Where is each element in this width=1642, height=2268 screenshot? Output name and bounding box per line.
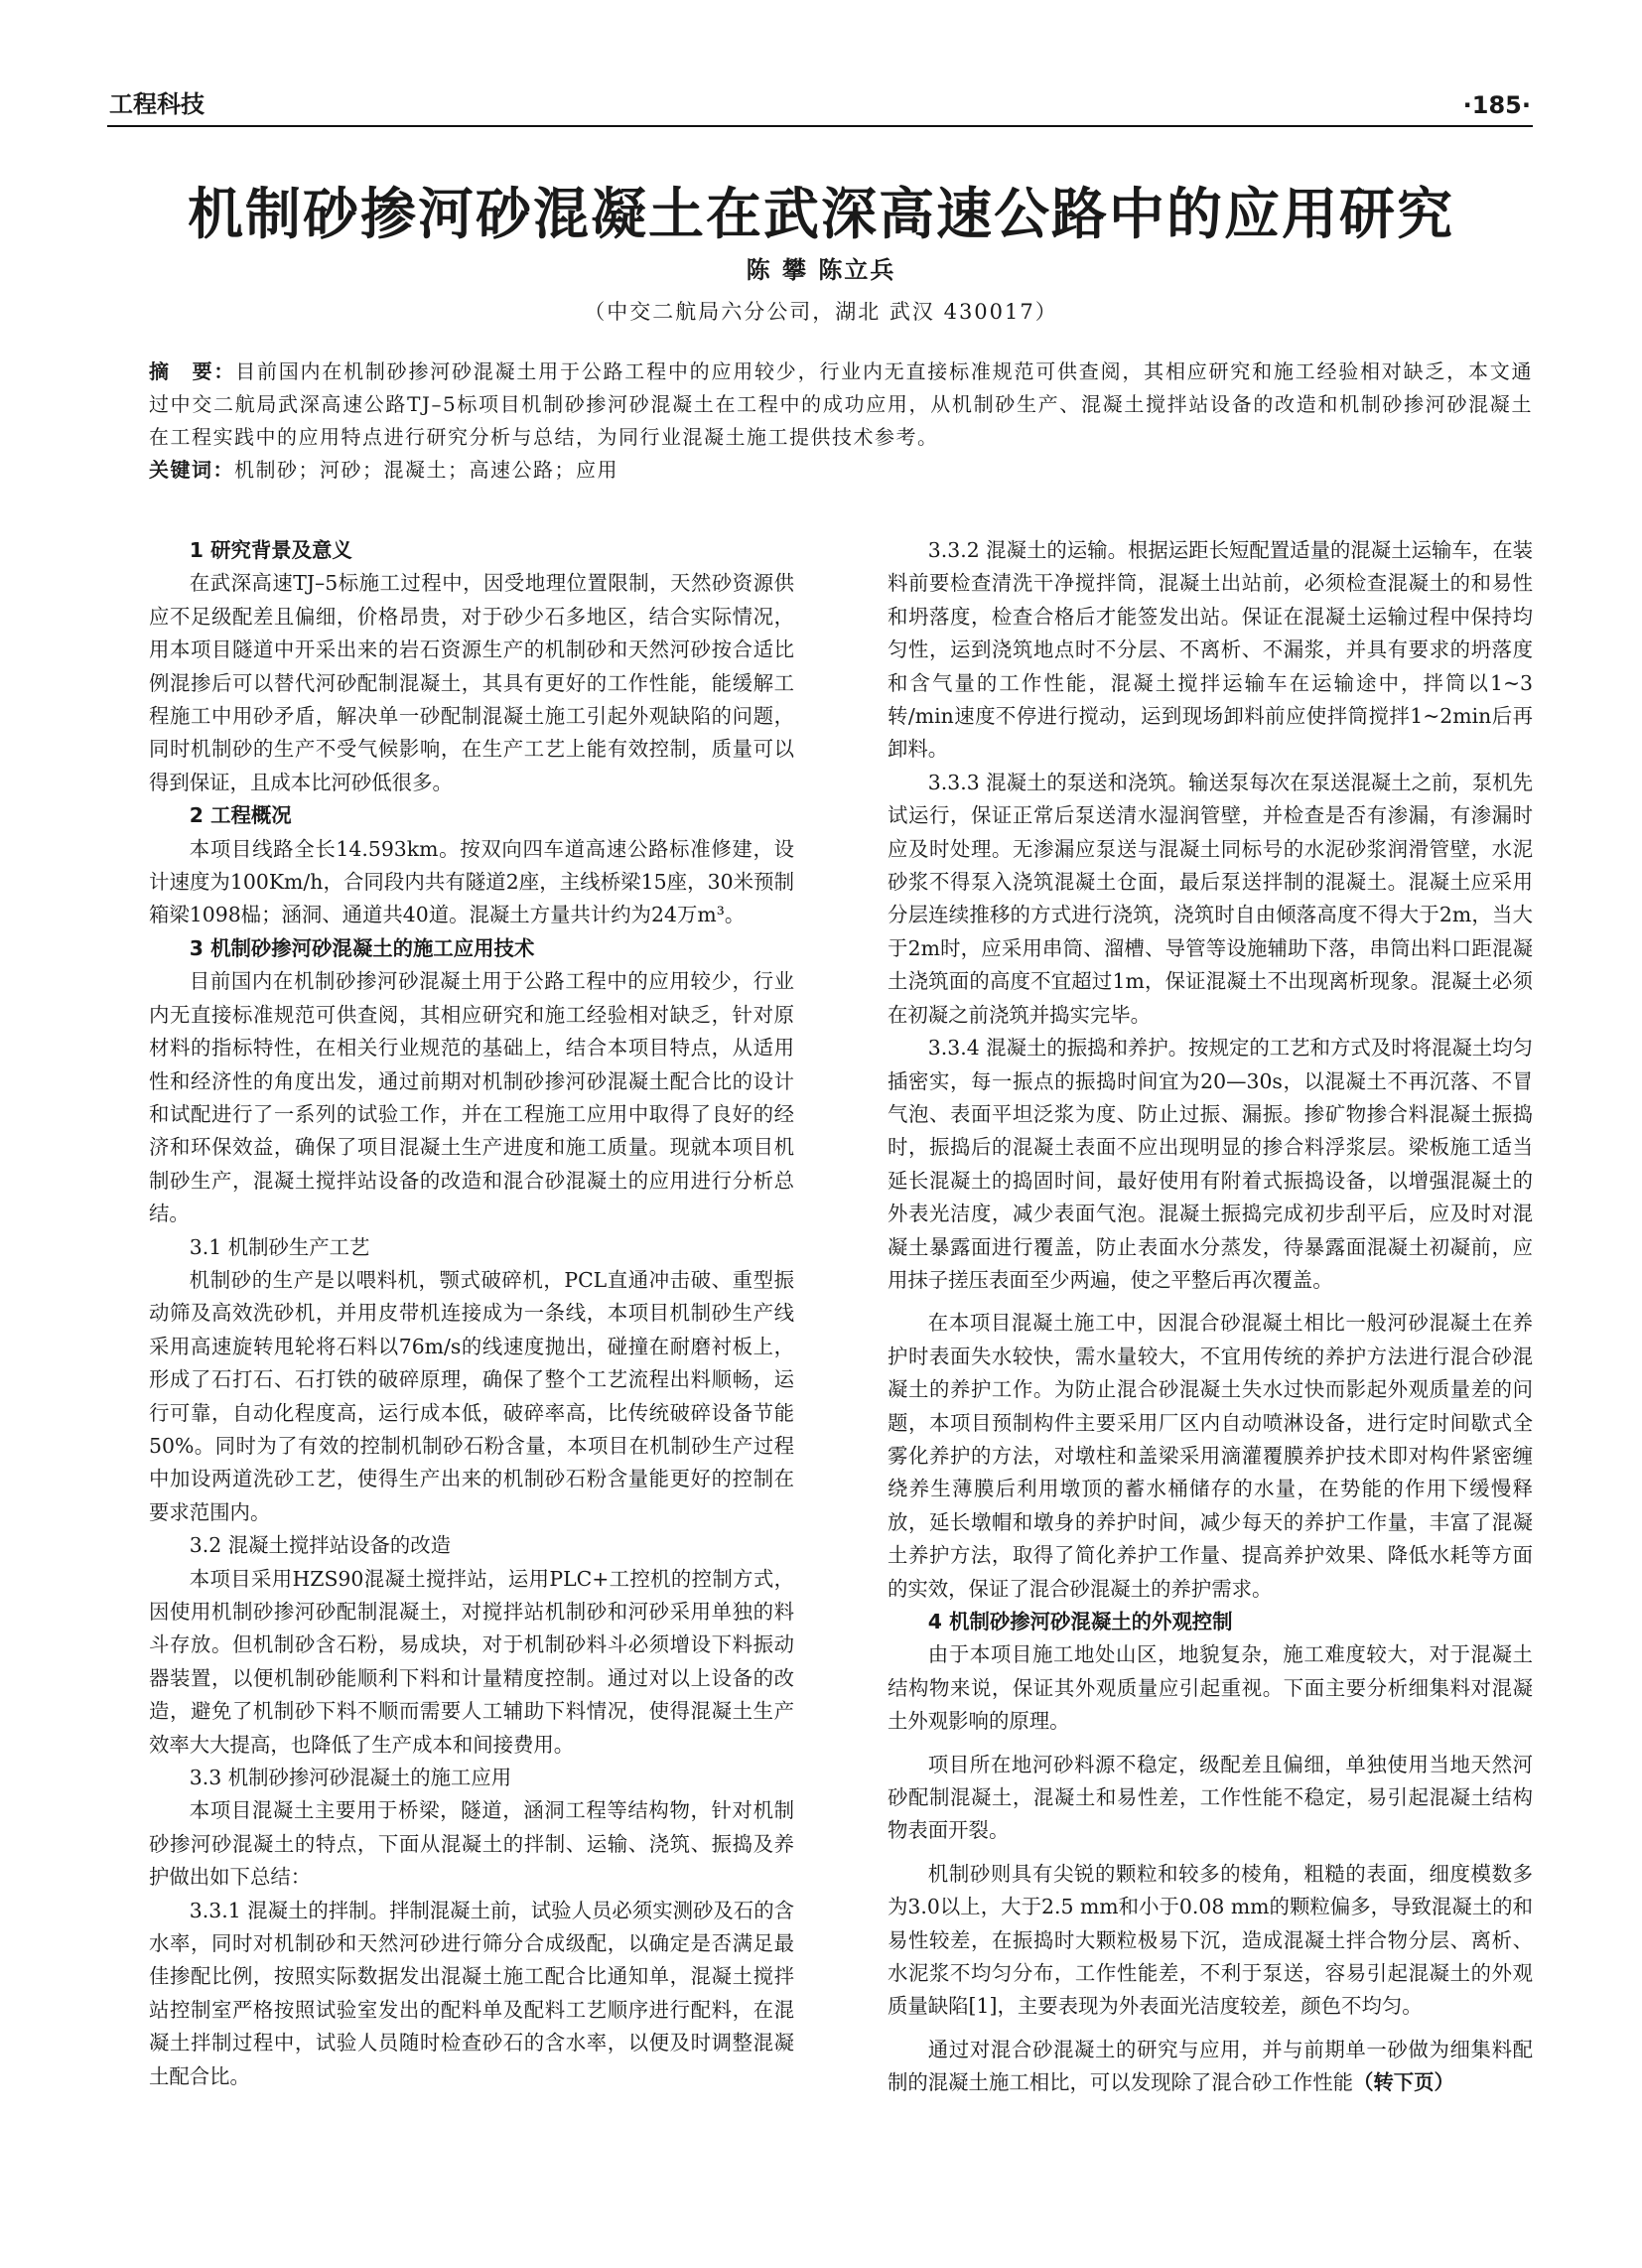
abstract-label: 摘 要： xyxy=(149,359,236,383)
running-header xyxy=(109,89,1531,119)
keywords-paragraph xyxy=(149,454,1533,487)
paragraph: 3.3.1 混凝土的拌制。拌制混凝土前，试验人员必须实测砂及石的含水率，同时对机制砂和天然河砂进行筛分合成级配，以确定是否满足最佳掺配比例，按照实际数据发出混凝土施工配合比通知单，混凝土搅拌站控制室严格按照试验室发出的配料单及配料工艺顺序进行配料，在混凝土拌制过程中，试验人员随时检查砂石的含水率，以便及时调整混凝土配合比。 xyxy=(149,1898,794,2088)
right-column xyxy=(888,534,1533,2212)
paragraph: 机制砂的生产是以喂料机，颚式破碎机，PCL直通冲击破、重型振动筛及高效洗砂机，并用皮带机连接成为一条线，本项目机制砂生产线采用高速旋转甩轮将石料以76m/s的线速度抛出，碰撞在耐磨衬板上，形成了石打石、石打铁的破碎原理，确保了整个工艺流程出料顺畅，运行可靠，自动化程度高，运行成本低，破碎率高，比传统破碎设备节能50%。同时为了有效的控制机制砂石粉含量，本项目在机制砂生产过程中加设两道洗砂工艺，使得生产出来的机制砂石粉含量能更好的控制在要求范围内。 xyxy=(149,1267,794,1524)
subsection-heading: 3.1 机制砂生产工艺 xyxy=(189,1234,370,1259)
paragraph: 本项目混凝土主要用于桥梁，隧道，涵洞工程等结构物，针对机制砂掺河砂混凝土的特点，下面从混凝土的拌制、运输、浇筑、振捣及养护做出如下总结： xyxy=(149,1798,794,1890)
page-number: ·185· xyxy=(1462,91,1531,119)
paragraph: 在武深高速TJ–5标施工过程中，因受地理位置限制，天然砂资源供应不足级配差且偏细，价格昂贵，对于砂少石多地区，结合实际情况，用本项目隧道中开采出来的岩石资源生产的机制砂和天然河砂按合适比例混掺后可以替代河砂配制混凝土，其具有更好的工作性能，能缓解工程施工中用砂矛盾，解决单一砂配制混凝土施工引起外观缺陷的问题，同时机制砂的生产不受气候影响，在生产工艺上能有效控制，质量可以得到保证，且成本比河砂低很多。 xyxy=(149,571,794,794)
abstract-block xyxy=(149,355,1533,487)
journal-name: 工程科技 xyxy=(109,90,205,118)
paragraph: 在本项目混凝土施工中，因混合砂混凝土相比一般河砂混凝土在养护时表面失水较快，需水量较大，不宜用传统的养护方法进行混合砂混凝土的养护工作。为防止混合砂混凝土失水过快而影起外观质量差的问题，本项目预制构件主要采用厂区内自动喷淋设备，进行定时间歇式全雾化养护的方法，对墩柱和盖梁采用滴灌覆膜养护技术即对构件紧密缠绕养生薄膜后利用墩顶的蓄水桶储存的水量，在势能的作用下缓慢释放，延长墩帽和墩身的养护时间，减少每天的养护工作量，丰富了混凝土养护方法，取得了简化养护工作量、提高养护效果、降低水耗等方面的实效，保证了混合砂混凝土的养护需求。 xyxy=(888,1311,1533,1601)
abstract-text: 目前国内在机制砂掺河砂混凝土用于公路工程中的应用较少，行业内无直接标准规范可供查阅，其相应研究和施工经验相对缺乏，本文通过中交二航局武深高速公路TJ–5标项目机制砂掺河砂混凝土在工程中的成功应用，从机制砂生产、混凝土搅拌站设备的改造和机制砂掺河砂混凝土在工程实践中的应用特点进行研究分析与总结，为同行业混凝土施工提供技术参考。 xyxy=(149,359,1534,449)
paragraph: 机制砂则具有尖锐的颗粒和较多的棱角，粗糙的表面，细度模数多为3.0以上，大于2.5 mm和小于0.08 mm的颗粒偏多，导致混凝土的和易性较差，在振捣时大颗粒极易下沉，造成混凝土拌合物分层、离析、水泥浆不均匀分布，工作性能差，不利于泵送，容易引起混凝土的外观质量缺陷[1]，主要表现为外表面光洁度较差，颜色不均匀。 xyxy=(888,1861,1533,2019)
paragraph: 本项目线路全长14.593km。按双向四车道高速公路标准修建，设计速度为100Km/h，合同段内共有隧道2座，主线桥梁15座，30米预制箱梁1098榀；涵洞、通道共40道。混凝土方量共计约为24万m³。 xyxy=(149,836,794,927)
article-title: 机制砂掺河砂混凝土在武深高速公路中的应用研究 xyxy=(188,182,1454,247)
body-columns xyxy=(149,534,1533,2212)
paragraph-gap xyxy=(888,1739,1533,1749)
subsection-heading: 3.2 混凝土搅拌站设备的改造 xyxy=(189,1533,452,1558)
paragraph: 3.3.3 混凝土的泵送和浇筑。输送泵每次在泵送混凝土之前，泵机先试运行，保证正常后泵送清水湿润管壁，并检查是否有渗漏，有渗漏时应及时处理。无渗漏应泵送与混凝土同标号的水泥砂浆润滑管壁，水泥砂浆不得泵入浇筑混凝土仓面，最后泵送拌制的混凝土。混凝土应采用分层连续推移的方式进行浇筑，浇筑时自由倾落高度不得大于2m，当大于2m时，应采用串筒、溜槽、导管等设施辅助下落，串筒出料口距混凝土浇筑面的高度不宜超过1m，保证混凝土不出现离析现象。混凝土必须在初凝之前浇筑并捣实完毕。 xyxy=(888,770,1533,1027)
keywords-label: 关键词： xyxy=(149,458,234,482)
paragraph: 目前国内在机制砂掺河砂混凝土用于公路工程中的应用较少，行业内无直接标准规范可供查阅，其相应研究和施工经验相对缺乏，针对原材料的指标特性，在相关行业规范的基础上，结合本项目特点，从适用性和经济性的角度出发，通过前期对机制砂掺河砂混凝土配合比的设计和试配进行了一系列的试验工作，并在工程施工应用中取得了良好的经济和环保效益，确保了项目混凝土生产进度和施工质量。现就本项目机制砂生产，混凝土搅拌站设备的改造和混合砂混凝土的应用进行分析总结。 xyxy=(149,969,794,1226)
article-affiliation: （中交二航局六分公司，湖北 武汉 430017） xyxy=(584,300,1058,324)
keywords-text: 机制砂；河砂；混凝土；高速公路；应用 xyxy=(234,458,618,482)
paragraph-gap xyxy=(888,1848,1533,1858)
continued-marker: （转下页） xyxy=(1352,2070,1454,2095)
paragraph-text: 通过对混合砂混凝土的研究与应用，并与前期单一砂做为细集料配制的混凝土施工相比，可以发现除了混合砂工作性能 xyxy=(888,2037,1533,2095)
section-heading: 3 机制砂掺河砂混凝土的施工应用技术 xyxy=(189,935,535,960)
abstract-paragraph xyxy=(149,355,1533,454)
paragraph: 3.3.4 混凝土的振捣和养护。按规定的工艺和方式及时将混凝土均匀插密实，每一振点的振捣时间宜为20—30s，以混凝土不再沉落、不冒气泡、表面平坦泛浆为度、防止过振、漏振。掺矿物掺合料混凝土振捣时，振捣后的混凝土表面不应出现明显的掺合料浮浆层。梁板施工适当延长混凝土的捣固时间，最好使用有附着式振捣设备，以增强混凝土的外表光洁度，减少表面气泡。混凝土振捣完成初步刮平后，应及时对混凝土暴露面进行覆盖，防止表面水分蒸发，待暴露面混凝土初凝前，应用抹子搓压表面至少两遍，使之平整后再次覆盖。 xyxy=(888,1036,1533,1292)
section-heading: 1 研究背景及意义 xyxy=(189,538,352,562)
paragraph-gap xyxy=(888,2024,1533,2034)
paragraph: 本项目采用HZS90混凝土搅拌站，运用PLC+工控机的控制方式，因使用机制砂掺河砂配制混凝土，对搅拌站机制砂和河砂采用单独的料斗存放。但机制砂含石粉，易成块，对于机制砂料斗必须增设下料振动器装置，以便机制砂能顺利下料和计量精度控制。通过对以上设备的改造，避免了机制砂下料不顺而需要人工辅助下料情况，使得混凝土生产效率大大提高，也降低了生产成本和间接费用。 xyxy=(149,1566,794,1757)
section-heading: 4 机制砂掺河砂混凝土的外观控制 xyxy=(927,1610,1233,1633)
left-column xyxy=(149,534,794,2212)
paragraph: 由于本项目施工地处山区，地貌复杂，施工难度较大，对于混凝土结构物来说，保证其外观质量应引起重视。下面主要分析细集料对混凝土外观影响的原理。 xyxy=(888,1642,1533,1734)
article-authors: 陈 攀 陈立兵 xyxy=(746,256,896,284)
paragraph xyxy=(888,2034,1533,2100)
section-heading: 2 工程概况 xyxy=(189,803,292,828)
paragraph: 3.3.2 混凝土的运输。根据运距长短配置适量的混凝土运输车，在装料前要检查清洗干净搅拌筒，混凝土出站前，必须检查混凝土的和易性和坍落度，检查合格后才能签发出站。保证在混凝土运输过程中保持均匀性，运到浇筑地点时不分层、不离析、不漏浆，并具有要求的坍落度和含气量的工作性能，混凝土搅拌运输车在运输途中，拌筒以1~3转/min速度不停进行搅动，运到现场卸料前应使拌筒搅拌1~2min后再卸料。 xyxy=(888,538,1533,762)
header-rule xyxy=(107,125,1533,127)
paragraph: 项目所在地河砂料源不稳定，级配差且偏细，单独使用当地天然河砂配制混凝土，混凝土和易性差，工作性能不稳定，易引起混凝土结构物表面开裂。 xyxy=(888,1752,1533,1843)
subsection-heading: 3.3 机制砂掺河砂混凝土的施工应用 xyxy=(189,1766,512,1790)
paragraph-gap xyxy=(888,1297,1533,1307)
